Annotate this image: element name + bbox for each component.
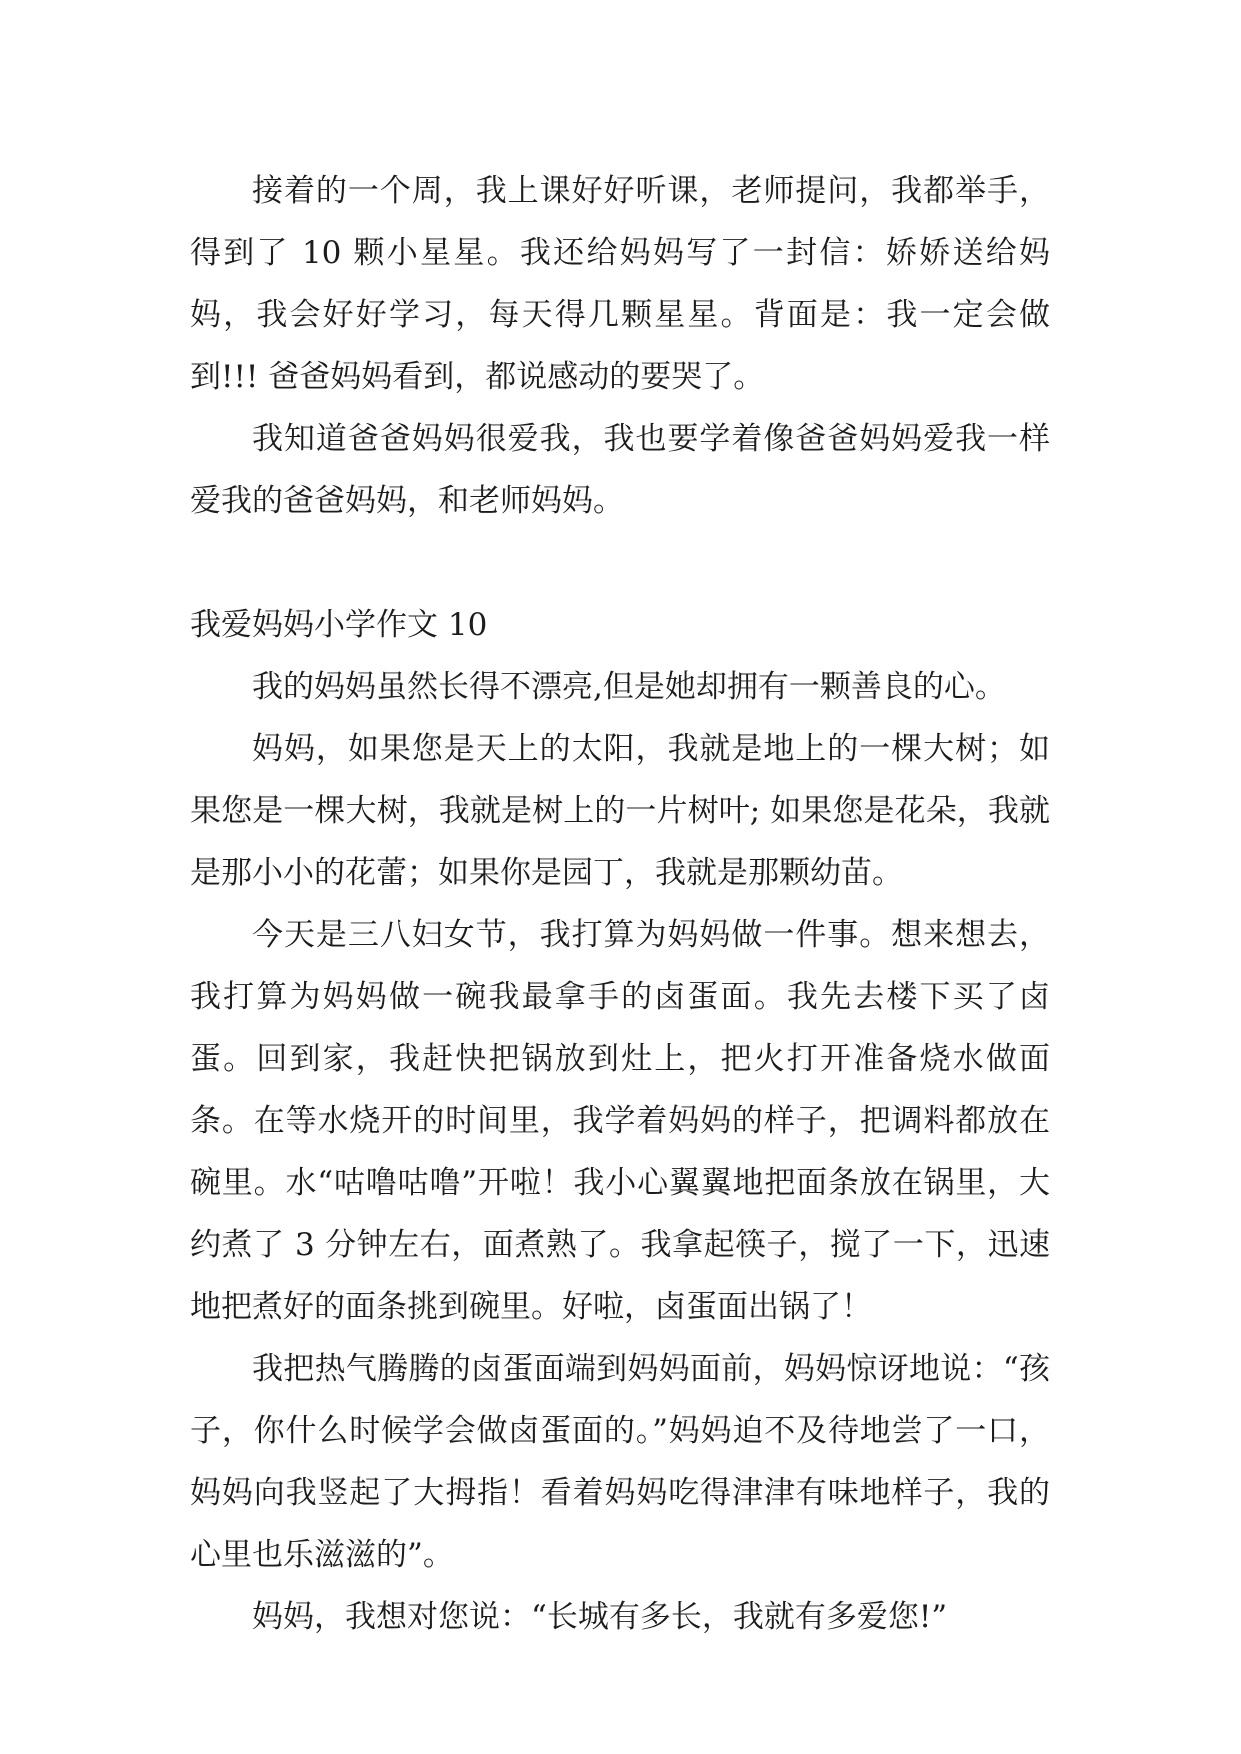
section-title: 我爱妈妈小学作文 10 bbox=[190, 607, 488, 643]
document-body bbox=[190, 160, 1050, 1648]
paragraph-4: 我把热气腾腾的卤蛋面端到妈妈面前，妈妈惊讶地说：“孩子，你什么时候学会做卤蛋面的。”妈妈迫不及待地尝了一口，妈妈向我竖起了大拇指！看着妈妈吃得津津有味地样子，我的心里也乐滋滋的”。 bbox=[190, 1351, 1050, 1573]
paragraph-top-1: 接着的一个周，我上课好好听课，老师提问，我都举手，得到了 10 颗小星星。我还给妈妈写了一封信：娇娇送给妈妈，我会好好学习，每天得几颗星星。背面是：我一定会做到!!! 爸爸妈妈看到，都说感动的要哭了。 bbox=[190, 173, 1050, 395]
paragraph-1: 我的妈妈虽然长得不漂亮,但是她却拥有一颗善良的心。 bbox=[252, 669, 1006, 705]
paragraph-2: 妈妈，如果您是天上的太阳，我就是地上的一棵大树；如果您是一棵大树，我就是树上的一片树叶; 如果您是花朵，我就是那小小的花蕾；如果你是园丁，我就是那颗幼苗。 bbox=[190, 731, 1050, 891]
paragraph-5: 妈妈，我想对您说：“长城有多长，我就有多爱您!” bbox=[252, 1599, 948, 1635]
paragraph-top-2: 我知道爸爸妈妈很爱我，我也要学着像爸爸妈妈爱我一样爱我的爸爸妈妈，和老师妈妈。 bbox=[190, 421, 1050, 519]
paragraph-3: 今天是三八妇女节，我打算为妈妈做一件事。想来想去，我打算为妈妈做一碗我最拿手的卤蛋面。我先去楼下买了卤蛋。回到家，我赶快把锅放到灶上，把火打开准备烧水做面条。在等水烧开的时间里，我学着妈妈的样子，把调料都放在碗里。水“咕噜咕噜”开啦！我小心翼翼地把面条放在锅里，大约煮了 3 分钟左右，面煮熟了。我拿起筷子，搅了一下，迅速地把煮好的面条挑到碗里。好啦，卤蛋面出锅了！ bbox=[190, 917, 1050, 1325]
section-spacer bbox=[190, 532, 1050, 594]
